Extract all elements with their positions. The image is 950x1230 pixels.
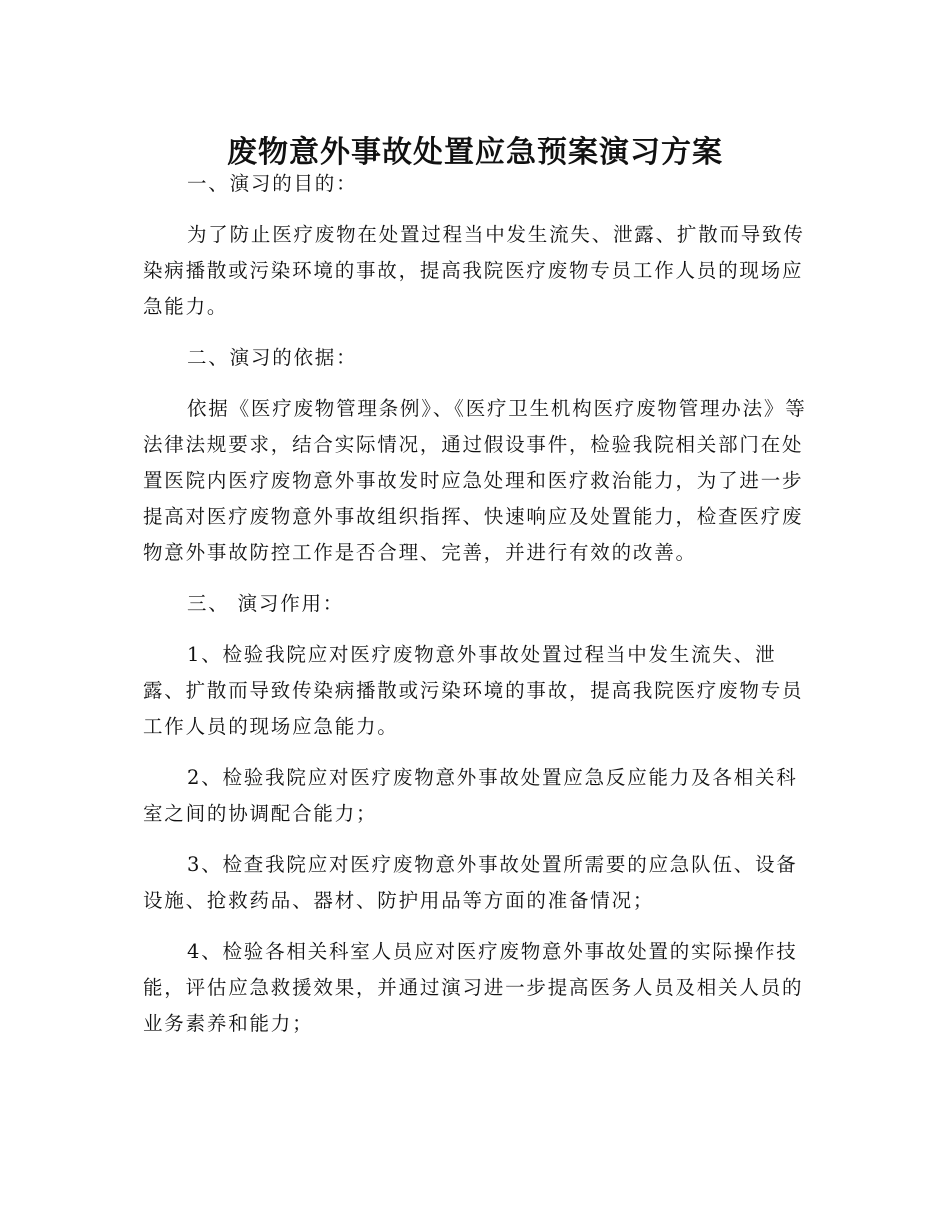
section-heading-basis: 二、演习的依据： (187, 346, 358, 369)
list-item: 2、检验我院应对医疗废物意外事故处置应急反应能力及各相关科室之间的协调配合能力； (143, 766, 798, 825)
document-title: 废物意外事故处置应急预案演习方案 (227, 135, 723, 171)
document-body (143, 166, 808, 1057)
section-paragraph-purpose: 为了防止医疗废物在处置过程当中发生流失、泄露、扩散而导致传染病播散或污染环境的事故，提高我院医疗废物专员工作人员的现场应急能力。 (143, 223, 805, 318)
list-item: 1、检验我院应对医疗废物意外事故处置过程当中发生流失、泄露、扩散而导致传染病播散或污染环境的事故，提高我院医疗废物专员工作人员的现场应急能力。 (143, 643, 804, 738)
section-heading-function: 三、 演习作用： (187, 592, 345, 615)
list-item: 4、检验各相关科室人员应对医疗废物意外事故处置的实际操作技能，评估应急救援效果，并通过演习进一步提高医务人员及相关人员的业务素养和能力； (143, 940, 804, 1035)
section-paragraph-basis: 依据《医疗废物管理条例》、《医疗卫生机构医疗废物管理办法》等法律法规要求，结合实际情况，通过假设事件，检验我院相关部门在处置医院内医疗废物意外事故发时应急处理和医疗救治能力，为了进一步提高对医疗废物意外事故组织指挥、快速响应及处置能力，检查医疗废物意外事故防控工作是否合理、完善，并进行有效的改善。 (143, 397, 807, 564)
list-item: 3、检查我院应对医疗废物意外事故处置所需要的应急队伍、设备设施、抢救药品、器材、防护用品等方面的准备情况； (143, 853, 798, 912)
section-heading-purpose: 一、演习的目的： (187, 172, 358, 195)
